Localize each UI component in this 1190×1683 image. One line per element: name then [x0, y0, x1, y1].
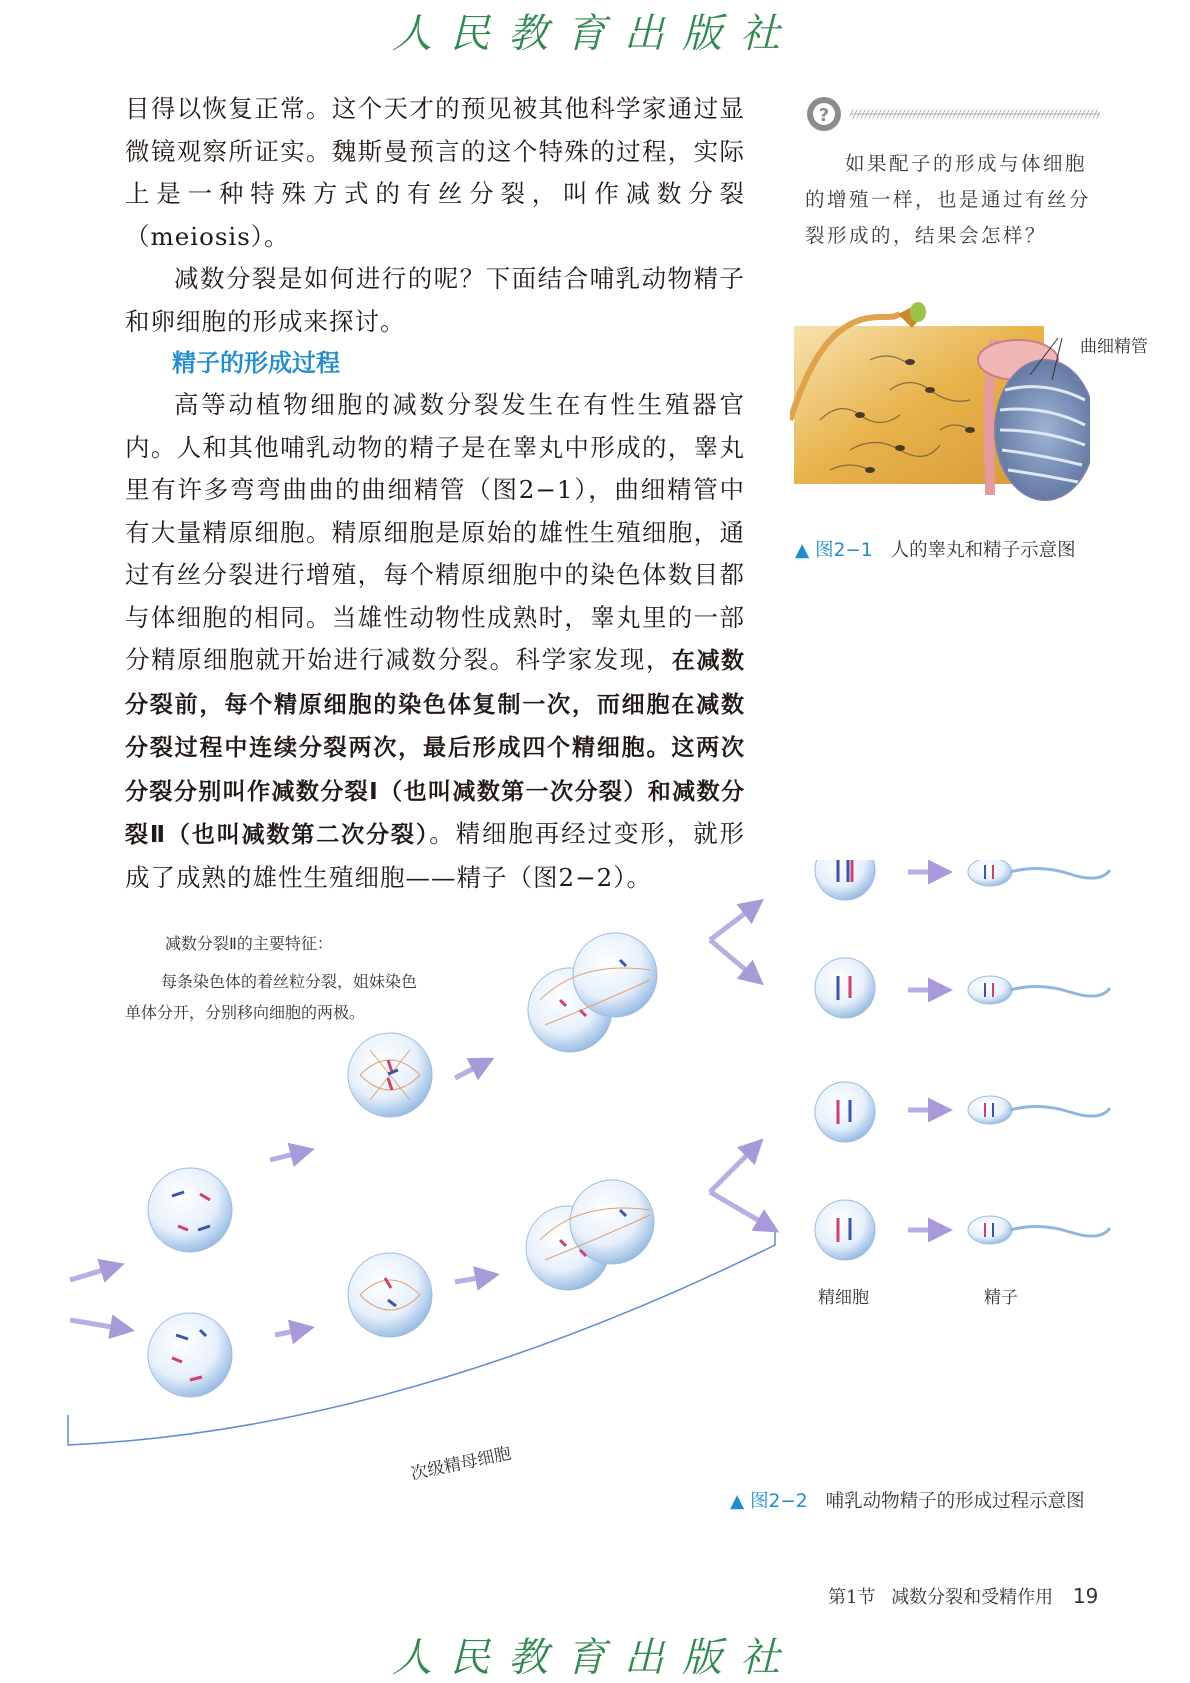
label-spermatid: 精细胞	[818, 1288, 869, 1308]
sidebar-question-text: 如果配子的形成与体细胞的增殖一样，也是通过有丝分裂形成的，结果会怎样？	[805, 152, 1092, 247]
figure-2-1-number: 图2−1	[815, 540, 873, 561]
caption-triangle-icon: ▲	[795, 540, 816, 561]
page-number: 19	[1072, 1584, 1099, 1608]
caption-triangle-icon: ▲	[730, 1491, 751, 1512]
paragraph-3-key-point: 在减数分裂前，每个精原细胞的染色体复制一次，而细胞在减数分裂过程中连续分裂两次，最后形成四个精细胞。这两次分裂分别叫作减数分裂Ⅰ（也叫减数第一次分裂）和减数分裂Ⅱ（也叫减数第二次分裂）	[125, 648, 746, 848]
sidebar-question-header	[805, 94, 1105, 134]
paragraph-1: 目得以恢复正常。这个天才的预见被其他科学家通过显微镜观察所证实。魏斯曼预言的这个特殊的过程，实际上是一种特殊方式的有丝分裂，叫作减数分裂（meiosis）。	[125, 94, 745, 251]
publisher-logo: 人民教育出版社	[392, 11, 798, 57]
figure-2-1-image	[790, 300, 1090, 520]
paragraph-2: 减数分裂是如何进行的呢？下面结合哺乳动物精子和卵细胞的形成来探讨。	[125, 264, 745, 336]
svg-text:?: ?	[818, 105, 830, 126]
figure-2-2-note-title: 减数分裂Ⅱ的主要特征：	[165, 934, 333, 953]
figure-2-2-caption	[730, 1487, 1085, 1513]
page-footer	[828, 1583, 1098, 1609]
figure-2-1-caption-text: 人的睾丸和精子示意图	[890, 540, 1076, 561]
figure-2-1-label: 曲细精管	[1080, 337, 1148, 357]
footer-title: 减数分裂和受精作用	[891, 1587, 1054, 1608]
body-text-top	[125, 88, 745, 343]
figure-2-2-caption-text: 哺乳动物精子的形成过程示意图	[825, 1491, 1085, 1512]
question-icon	[805, 94, 1105, 134]
footer-section: 第1节	[828, 1587, 876, 1608]
section-title: 精子的形成过程	[172, 349, 340, 377]
paragraph-3-a: 高等动植物细胞的减数分裂发生在有性生殖器官内。人和其他哺乳动物的精子是在睾丸中形成的，睾丸里有许多弯弯曲曲的曲细精管（图2−1），曲细精管中有大量精原细胞。精原细胞是原始的雄性生殖细胞，通过有丝分裂进行增殖，每个精原细胞中的染色体数目都与体细胞的相同。当雄性动物性成熟时，睾丸里的一部分精原细胞就开始进行减数分裂。科学家发现，	[125, 390, 745, 674]
figure-2-1-caption	[795, 536, 1076, 562]
label-sperm: 精子	[984, 1288, 1018, 1308]
body-text-main	[125, 384, 745, 899]
publisher-logo-bottom: 人民教育出版社	[392, 1635, 798, 1681]
figure-2-2-diagram	[0, 860, 1190, 1480]
label-secondary-spermatocyte: 次级精母细胞	[409, 1443, 513, 1485]
figure-2-2-note-body: 每条染色体的着丝粒分裂，姐妹染色单体分开，分别移向细胞的两极。	[125, 972, 418, 1022]
paragraph-3-c: 。精细胞再经过变形，就形成了成熟的雄性生殖细胞——精子（图2−2）。	[125, 819, 746, 892]
paragraph-3	[125, 384, 745, 899]
sidebar-question	[805, 146, 1105, 254]
figure-2-2-number: 图2−2	[750, 1491, 808, 1512]
